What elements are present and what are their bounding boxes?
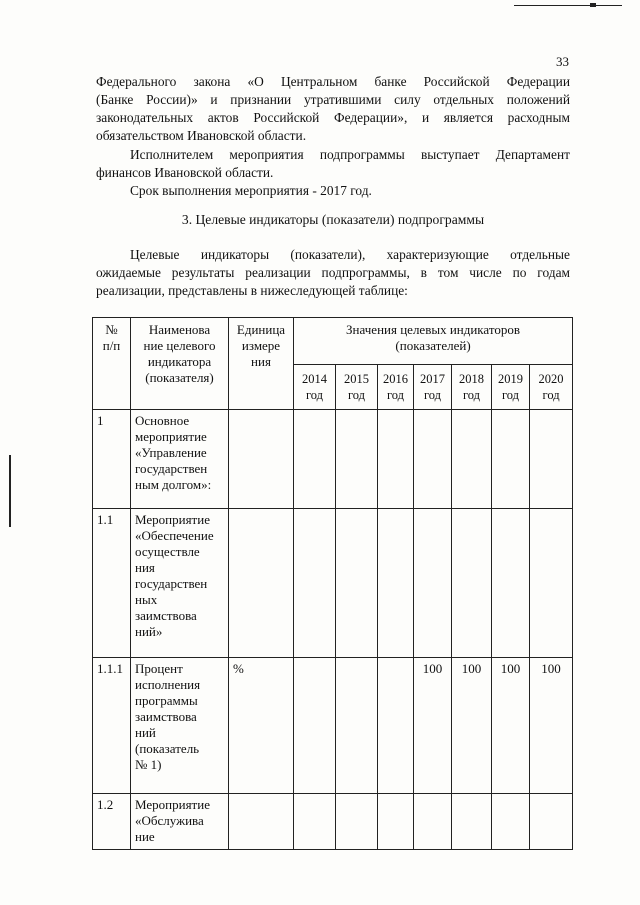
- row-name-line: «Обеспечение: [135, 528, 214, 543]
- executor-line: Исполнителем мероприятия подпрограммы выступает Департамент: [130, 147, 570, 162]
- page-number: 33: [556, 54, 569, 69]
- table-header-row: [93, 318, 573, 365]
- intro-line: обязательством Ивановской области.: [96, 128, 307, 143]
- row-unit: [229, 410, 294, 509]
- row-name-line: «Обслужива: [135, 813, 204, 828]
- row-value: [530, 794, 573, 850]
- row-value: [378, 794, 414, 850]
- indicators-table: [92, 317, 573, 850]
- year-cell: [492, 365, 530, 410]
- year-cell: [452, 365, 492, 410]
- row-value: [414, 794, 452, 850]
- intro-paragraph: [96, 73, 570, 145]
- row-name-line: государствен: [135, 576, 208, 591]
- row-value: [378, 509, 414, 658]
- row-name-line: ным долгом»:: [135, 477, 212, 492]
- intro-line: (Банке России)» и признании утратившими силу отдельных положений: [96, 92, 570, 107]
- row-name: [131, 509, 229, 658]
- row-name-line: ние: [135, 829, 155, 844]
- year-label: 2015: [344, 372, 369, 386]
- row-name: [131, 658, 229, 794]
- row-value: 100: [414, 658, 452, 794]
- row-name-line: исполнения: [135, 677, 201, 692]
- section-title: 3. Целевые индикаторы (показатели) подпрограммы: [181, 212, 485, 227]
- table-row: [93, 658, 573, 794]
- row-value: [492, 794, 530, 850]
- row-name-line: ных: [135, 592, 158, 607]
- header-unit-line: ния: [251, 354, 271, 369]
- row-value: [378, 410, 414, 509]
- header-name-line: индикатора: [147, 354, 212, 369]
- row-unit: [229, 794, 294, 850]
- header-num-line: №: [105, 322, 118, 337]
- row-name-line: Основное: [135, 413, 190, 428]
- year-cell: [414, 365, 452, 410]
- description-line: реализации, представлены в нижеследующей таблице:: [96, 283, 408, 298]
- row-name-line: Мероприятие: [135, 512, 210, 527]
- year-cell: [294, 365, 336, 410]
- description-paragraph: [96, 246, 570, 300]
- year-cell: [530, 365, 573, 410]
- row-name-line: Процент: [135, 661, 183, 676]
- year-label: 2014: [302, 372, 327, 386]
- header-unit: [229, 318, 294, 410]
- year-label: 2016: [383, 372, 408, 386]
- row-num: 1.1.1: [93, 658, 131, 794]
- row-value: [336, 410, 378, 509]
- row-value: 100: [492, 658, 530, 794]
- intro-line: законодательных актов Российской Федерации», и является расходным: [96, 110, 570, 125]
- header-unit-line: измере: [241, 338, 281, 353]
- row-name: [131, 794, 229, 850]
- row-name-line: программы: [135, 693, 198, 708]
- row-value: [530, 509, 573, 658]
- row-value: [452, 410, 492, 509]
- row-name-line: заимствова: [135, 608, 197, 623]
- row-value: [336, 509, 378, 658]
- deadline-paragraph: [96, 182, 570, 200]
- header-name-line: (показателя): [145, 370, 214, 385]
- row-value: 100: [530, 658, 573, 794]
- row-value: [452, 794, 492, 850]
- year-label: 2018: [459, 372, 484, 386]
- row-name-line: ний: [135, 725, 156, 740]
- row-num: 1: [93, 410, 131, 509]
- year-suffix: год: [386, 388, 405, 402]
- executor-line: финансов Ивановской области.: [96, 165, 274, 180]
- row-name-line: ний»: [135, 624, 163, 639]
- description-line: ожидаемые результаты реализации подпрограммы, в том числе по годам: [96, 265, 570, 280]
- year-label: 2019: [498, 372, 523, 386]
- year-suffix: год: [347, 388, 366, 402]
- row-value: [492, 410, 530, 509]
- scan-artifact-top-short: [590, 3, 596, 7]
- header-unit-line: Единица: [236, 322, 286, 337]
- header-name: [131, 318, 229, 410]
- row-unit: %: [229, 658, 294, 794]
- year-cell: [378, 365, 414, 410]
- row-name-line: (показатель: [135, 741, 200, 756]
- row-name-line: осуществле: [135, 544, 200, 559]
- row-num: 1.2: [93, 794, 131, 850]
- row-value: [294, 794, 336, 850]
- row-value: [294, 658, 336, 794]
- row-value: [530, 410, 573, 509]
- table-row: [93, 410, 573, 509]
- row-value: [336, 658, 378, 794]
- row-value: [294, 410, 336, 509]
- row-name-line: заимствова: [135, 709, 197, 724]
- scan-artifact-top: [514, 5, 622, 6]
- row-name-line: государствен: [135, 461, 208, 476]
- header-values-line: (показателей): [395, 338, 471, 353]
- header-num: [93, 318, 131, 410]
- year-suffix: год: [542, 388, 560, 402]
- row-num: 1.1: [93, 509, 131, 658]
- deadline-text: Срок выполнения мероприятия - 2017 год.: [130, 183, 372, 198]
- row-value: [414, 509, 452, 658]
- row-name-line: мероприятие: [135, 429, 207, 444]
- year-cell: [336, 365, 378, 410]
- header-values-line: Значения целевых индикаторов: [346, 322, 521, 337]
- intro-line: Федерального закона «О Центральном банке Российской Федерации: [96, 74, 570, 89]
- scan-artifact-left: [9, 455, 11, 527]
- row-name-line: «Управление: [135, 445, 207, 460]
- year-label: 2020: [538, 372, 564, 386]
- year-suffix: год: [305, 388, 324, 402]
- row-name-line: № 1): [135, 757, 162, 772]
- year-suffix: год: [462, 388, 481, 402]
- year-label: 2017: [420, 372, 445, 386]
- row-unit: [229, 509, 294, 658]
- row-value: [492, 509, 530, 658]
- row-value: [414, 410, 452, 509]
- table-row: [93, 794, 573, 850]
- header-values-title: [294, 318, 573, 365]
- row-value: [378, 658, 414, 794]
- row-name: [131, 410, 229, 509]
- executor-paragraph: [96, 146, 570, 182]
- row-name-line: Мероприятие: [135, 797, 210, 812]
- header-num-line: п/п: [102, 338, 121, 353]
- row-name-line: ния: [135, 560, 155, 575]
- table-row: [93, 509, 573, 658]
- description-line: Целевые индикаторы (показатели), характеризующие отдельные: [130, 247, 570, 262]
- year-suffix: год: [501, 388, 520, 402]
- row-value: [294, 509, 336, 658]
- year-suffix: год: [423, 388, 442, 402]
- row-value: [336, 794, 378, 850]
- row-value: [452, 509, 492, 658]
- row-value: 100: [452, 658, 492, 794]
- header-name-line: ние целевого: [143, 338, 216, 353]
- header-name-line: Наименова: [148, 322, 211, 337]
